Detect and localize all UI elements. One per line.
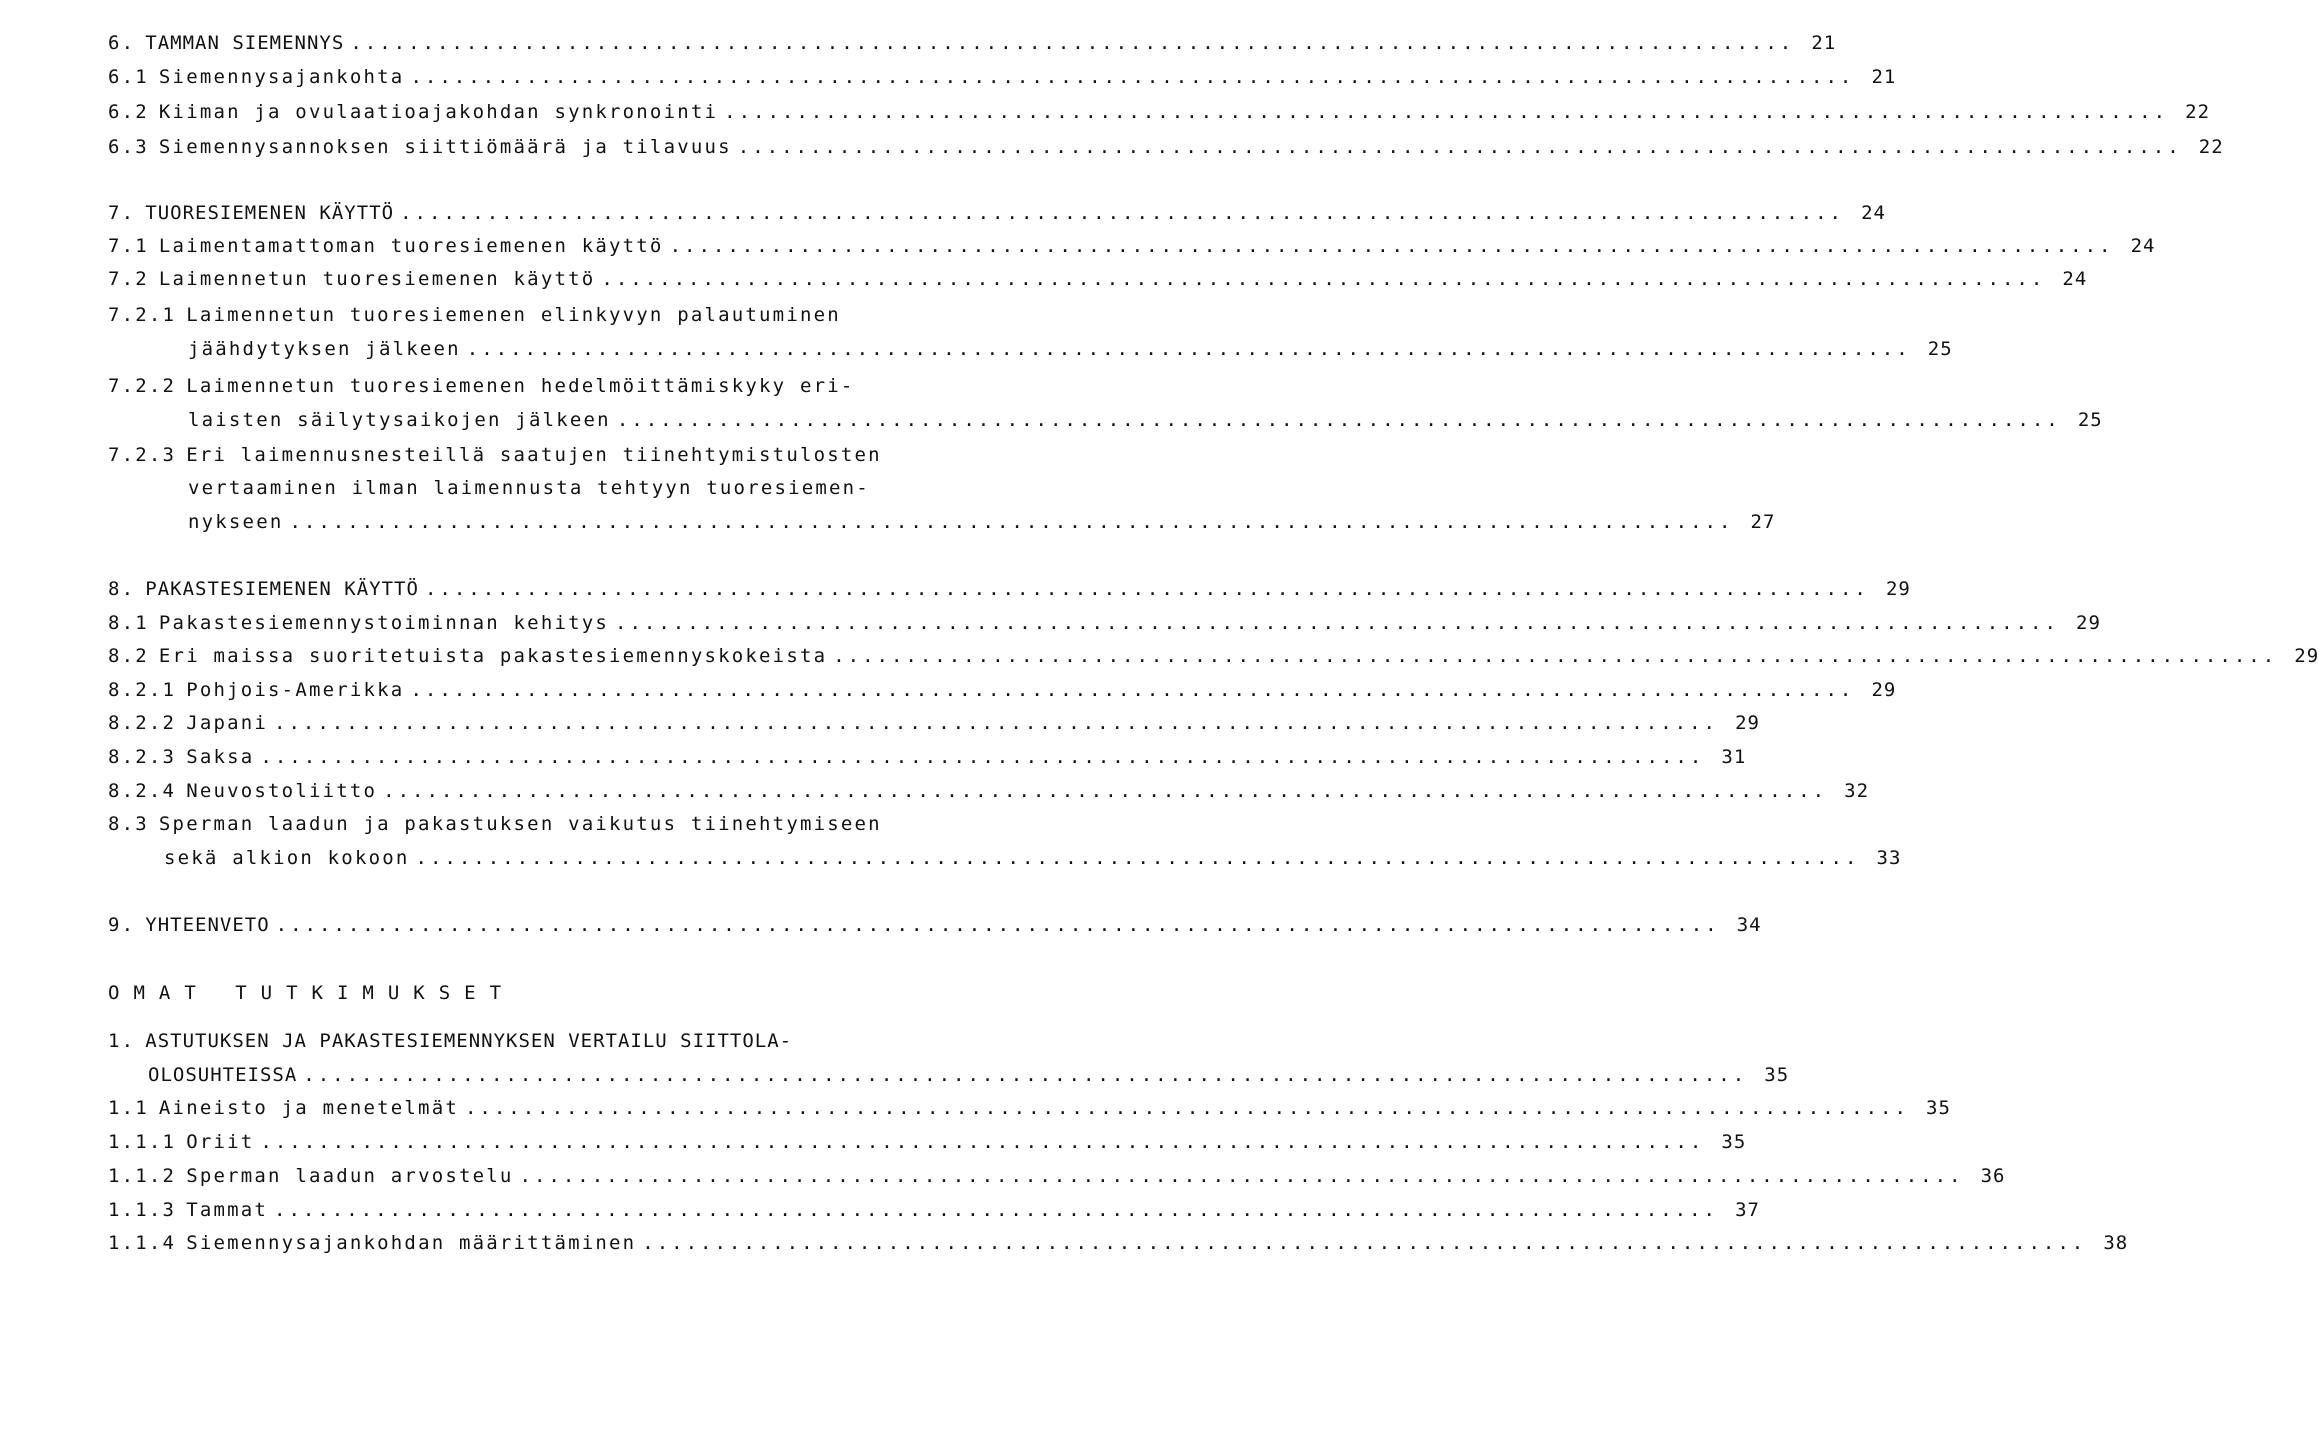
leader-dots: .................................................................................................... (260, 1131, 1705, 1153)
toc-entry-6-3 (108, 136, 2224, 168)
leader-dots: .................................................................................................... (410, 66, 1855, 88)
toc-title: TAMMAN SIEMENNYS (145, 32, 345, 54)
toc-title: ASTUTUKSEN JA PAKASTESIEMENNYKSEN VERTAILU SIITTOLA- (145, 1030, 793, 1052)
toc-entry-6-2 (108, 101, 2211, 133)
toc-number: 8.2 (108, 645, 149, 667)
toc-number: 6.2 (108, 101, 149, 123)
toc-number: 7.2.1 (108, 304, 177, 326)
toc-entry-8-2-4 (108, 780, 1870, 812)
toc-page: 36 (1980, 1165, 2006, 1187)
leader-dots: .................................................................................................... (260, 746, 1705, 768)
toc-number: 8.2.1 (108, 679, 177, 701)
toc-title: Siemennysajankohta (158, 66, 405, 88)
toc-number: 7.1 (108, 235, 149, 257)
toc-entry-7-2-3-cont (188, 477, 960, 509)
toc-title-continuation: nykseen (188, 511, 284, 533)
toc-page: 29 (2294, 645, 2319, 667)
toc-title: Siemennysajankohdan määrittäminen (186, 1232, 637, 1254)
toc-entry-7-2 (108, 268, 2088, 300)
toc-title: Saksa (186, 746, 255, 768)
toc-page: 22 (2185, 101, 2211, 123)
toc-page: 27 (1750, 511, 1776, 533)
toc-number: 6. (108, 32, 136, 54)
toc-number: 1.1.2 (108, 1165, 177, 1187)
toc-page: 24 (1861, 202, 1886, 224)
toc-title-continuation: jäähdytyksen jälkeen (188, 338, 461, 360)
toc-title: Laimennetun tuoresiemenen käyttö (158, 268, 596, 290)
toc-number: 1.1.4 (108, 1232, 177, 1254)
toc-entry-6-1 (108, 66, 1897, 98)
leader-dots: .................................................................................................... (833, 645, 2278, 667)
toc-number: 7. (108, 202, 136, 224)
toc-title: Siemennysannoksen siittiömäärä ja tilavuus (158, 136, 732, 158)
toc-entry-7-2-3 (108, 444, 960, 476)
toc-title: Oriit (186, 1131, 255, 1153)
toc-title: Aineisto ja menetelmät (158, 1097, 459, 1119)
leader-dots: .................................................................................................... (383, 780, 1828, 802)
toc-title: YHTEENVETO (145, 914, 270, 936)
leader-dots: .................................................................................................... (274, 712, 1718, 734)
toc-title: Sperman laadun arvostelu (186, 1165, 514, 1187)
toc-number: 6.1 (108, 66, 149, 88)
toc-page: 29 (2076, 612, 2101, 634)
toc-page: 35 (1926, 1097, 1951, 1119)
toc-entry-8 (108, 578, 1911, 610)
toc-title: Sperman laadun ja pakastuksen vaikutus tiinehtymiseen (158, 813, 882, 835)
toc-title: Laimennetun tuoresiemenen elinkyvyn palautuminen (186, 304, 841, 326)
toc-page: 38 (2103, 1232, 2129, 1254)
toc-page: 32 (1844, 780, 1870, 802)
toc-page: 22 (2198, 136, 2224, 158)
toc-title-continuation: laisten säilytysaikojen jälkeen (188, 409, 611, 431)
toc-entry-7-2-1 (108, 304, 960, 336)
leader-dots: .................................................................................................... (616, 409, 2061, 431)
leader-dots: .................................................................................................... (669, 235, 2114, 257)
toc-entry-8-3-cont (164, 847, 1902, 879)
toc-page: 29 (1735, 712, 1760, 734)
toc-page: 25 (2077, 409, 2103, 431)
leader-dots: .................................................................................................... (289, 511, 1734, 533)
toc-entry-p1-cont (148, 1064, 1790, 1096)
leader-dots: .................................................................................................... (737, 136, 2182, 158)
toc-entry-7-2-3-cont2 (188, 511, 1776, 543)
toc-entry-8-1 (108, 612, 2101, 644)
toc-page: 35 (1721, 1131, 1747, 1153)
toc-entry-p1 (108, 1030, 960, 1062)
toc-title: Pakastesiemennystoiminnan kehitys (158, 612, 610, 634)
toc-page: 35 (1764, 1064, 1790, 1086)
toc-entry-p1-1-3 (108, 1199, 1760, 1231)
toc-title: Eri maissa suoritetuista pakastesiemennyskokeista (158, 645, 828, 667)
toc-entry-p1-1 (108, 1097, 1951, 1129)
part-heading-text: OMAT TUTKIMUKSET (108, 982, 516, 1004)
leader-dots: .................................................................................................... (642, 1232, 2087, 1254)
leader-dots: .................................................................................................... (275, 914, 1720, 936)
toc-page: 29 (1871, 679, 1897, 701)
leader-dots: .................................................................................................... (350, 32, 1795, 54)
toc-title: TUORESIEMENEN KÄYTTÖ (145, 202, 395, 224)
toc-number: 1.1.3 (108, 1199, 177, 1221)
toc-title: Neuvostoliitto (186, 780, 378, 802)
toc-entry-7-2-2 (108, 375, 960, 407)
toc-number: 6.3 (108, 136, 149, 158)
toc-title-continuation: OLOSUHTEISSA (148, 1064, 298, 1086)
toc-title: Japani (186, 712, 269, 734)
toc-entry-8-2 (108, 645, 2319, 677)
toc-number: 7.2 (108, 268, 149, 290)
leader-dots: .................................................................................................... (424, 578, 1869, 600)
leader-dots: .................................................................................................... (400, 202, 1844, 224)
leader-dots: .................................................................................................... (274, 1199, 1718, 1221)
toc-title: Tammat (186, 1199, 269, 1221)
toc-page: 24 (2130, 235, 2156, 257)
toc-entry-8-2-1 (108, 679, 1897, 711)
toc-number: 1. (108, 1030, 136, 1052)
toc-title: Laimentamattoman tuoresiemenen käyttö (158, 235, 664, 257)
toc-entry-8-3 (108, 813, 960, 845)
leader-dots: .................................................................................................... (466, 338, 1911, 360)
leader-dots: .................................................................................................... (519, 1165, 1964, 1187)
toc-entry-8-2-3 (108, 746, 1747, 778)
toc-entry-7-2-2-cont (188, 409, 2103, 441)
toc-entry-7 (108, 202, 1886, 234)
toc-page: 37 (1735, 1199, 1760, 1221)
toc-page: 34 (1736, 914, 1762, 936)
toc-entry-6 (108, 32, 1837, 64)
toc-entry-9 (108, 914, 1762, 946)
toc-entry-8-2-2 (108, 712, 1760, 744)
part-heading (108, 982, 960, 1014)
toc-entry-p1-1-4 (108, 1232, 2129, 1264)
toc-page: 21 (1811, 32, 1837, 54)
toc-title-continuation: sekä alkion kokoon (164, 847, 410, 869)
toc-entry-p1-1-2 (108, 1165, 2006, 1197)
toc-number: 1.1 (108, 1097, 149, 1119)
toc-number: 8.2.4 (108, 780, 177, 802)
toc-page: 21 (1871, 66, 1897, 88)
leader-dots: .................................................................................................... (601, 268, 2046, 290)
toc-number: 8. (108, 578, 136, 600)
toc-number: 9. (108, 914, 136, 936)
toc-title-continuation: vertaaminen ilman laimennusta tehtyyn tuoresiemen- (188, 477, 870, 499)
toc-title: Eri laimennusnesteillä saatujen tiinehtymistulosten (186, 444, 882, 466)
toc-entry-7-2-1-cont (188, 338, 1953, 370)
toc-number: 8.2.3 (108, 746, 177, 768)
toc-page: 29 (1885, 578, 1911, 600)
toc-title: PAKASTESIEMENEN KÄYTTÖ (145, 578, 419, 600)
toc-number: 1.1.1 (108, 1131, 177, 1153)
toc-entry-p1-1-1 (108, 1131, 1747, 1163)
leader-dots: .................................................................................................... (415, 847, 1860, 869)
toc-number: 8.3 (108, 813, 149, 835)
leader-dots: .................................................................................................... (410, 679, 1855, 701)
toc-page: 25 (1927, 338, 1953, 360)
toc-page: 24 (2062, 268, 2088, 290)
toc-title: Pohjois-Amerikka (186, 679, 405, 701)
toc-number: 8.2.2 (108, 712, 177, 734)
leader-dots: .................................................................................................... (724, 101, 2169, 123)
leader-dots: .................................................................................................... (615, 612, 2059, 634)
toc-title: Laimennetun tuoresiemenen hedelmöittämiskyky eri- (186, 375, 855, 397)
leader-dots: .................................................................................................... (303, 1064, 1748, 1086)
leader-dots: .................................................................................................... (464, 1097, 1909, 1119)
toc-page: 33 (1876, 847, 1902, 869)
toc-number: 7.2.2 (108, 375, 177, 397)
toc-number: 8.1 (108, 612, 149, 634)
toc-number: 7.2.3 (108, 444, 177, 466)
toc-title: Kiiman ja ovulaatioajakohdan synkronointi (158, 101, 719, 123)
toc-page: 31 (1721, 746, 1747, 768)
toc-entry-7-1 (108, 235, 2156, 267)
